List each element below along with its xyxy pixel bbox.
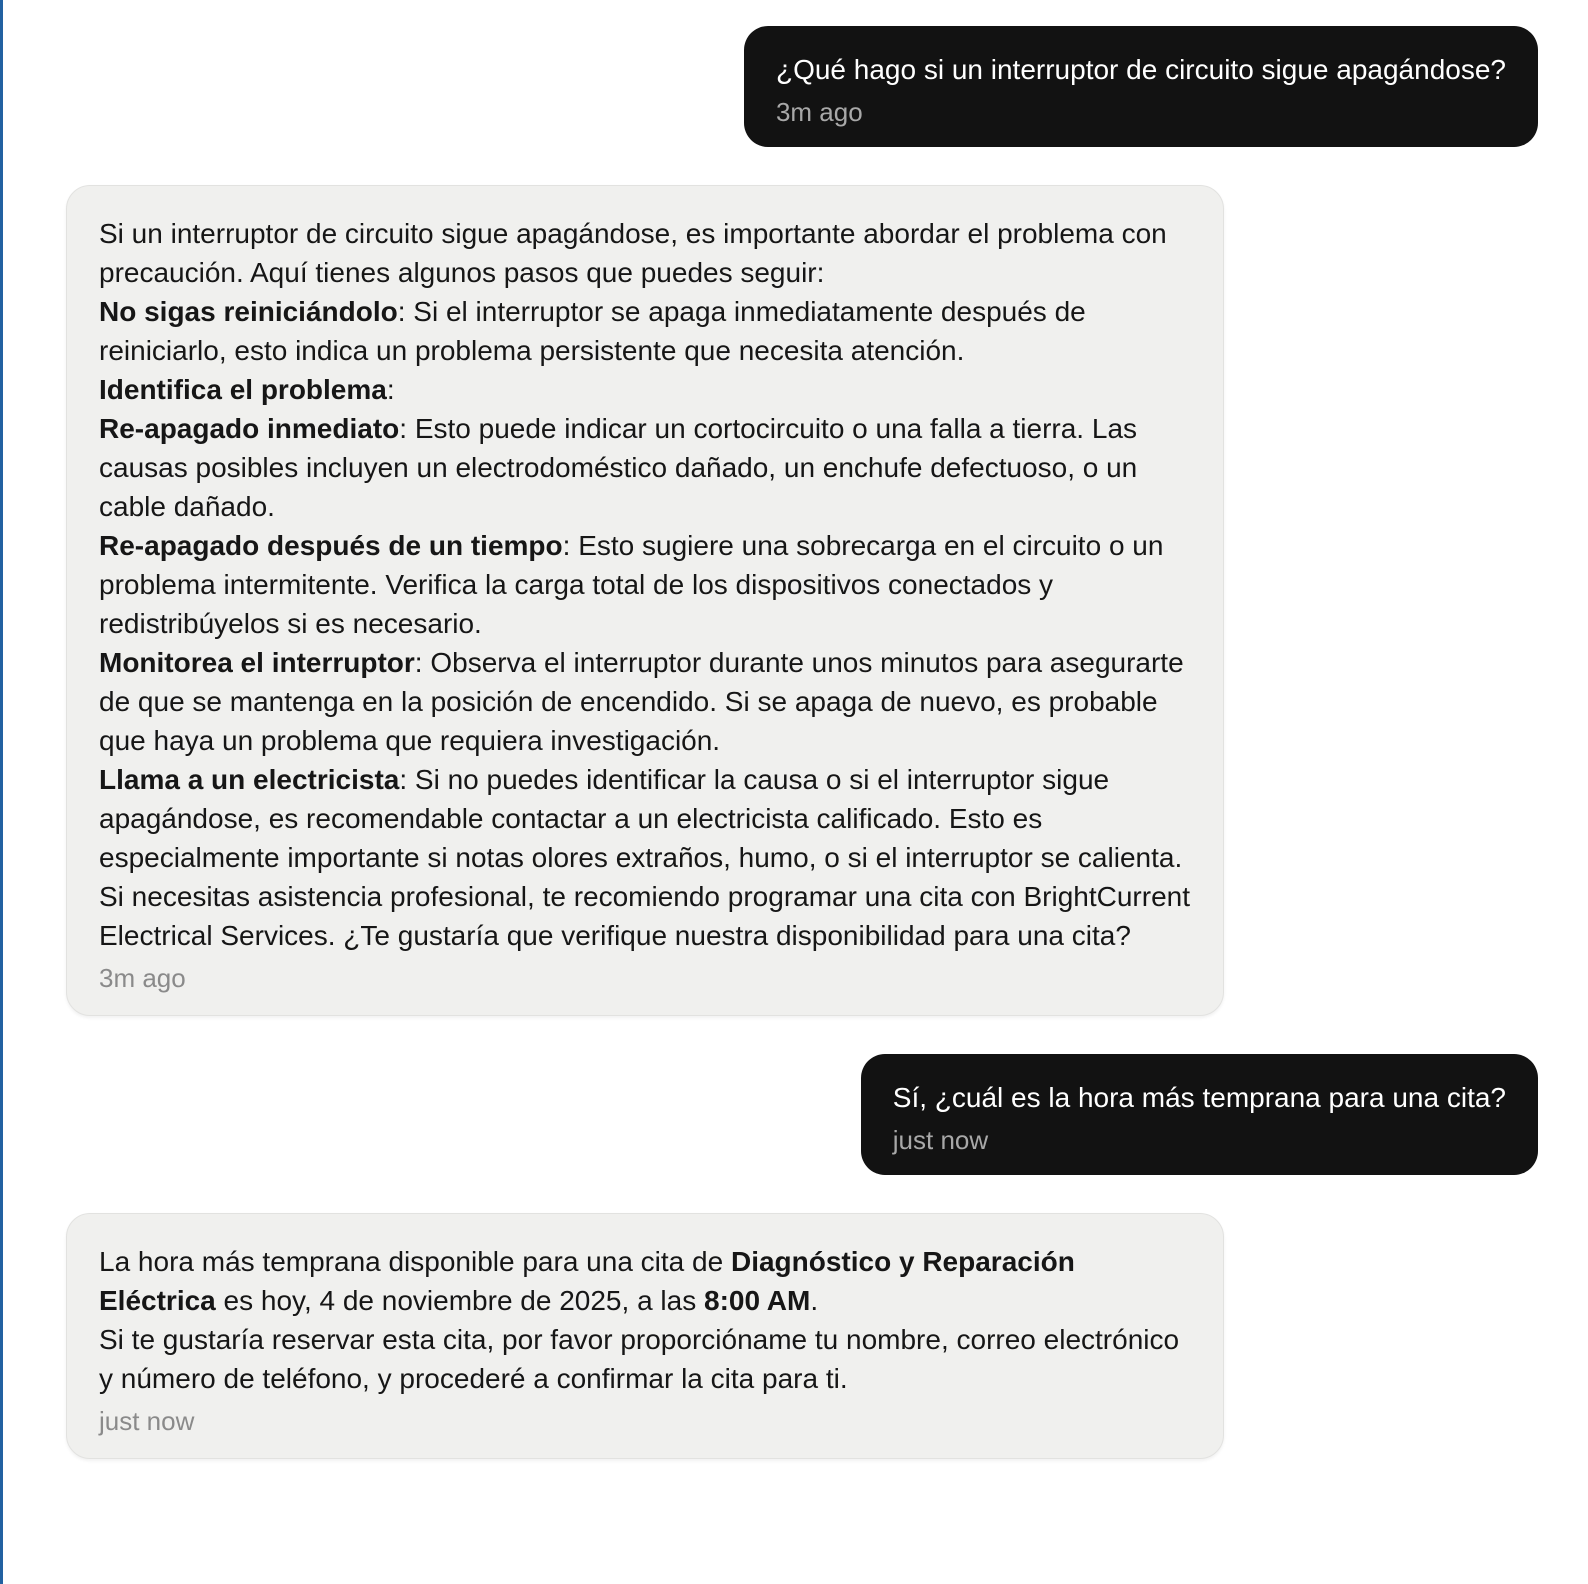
left-edge-accent-line: [0, 0, 3, 1584]
chat-message-user: [66, 1054, 1538, 1175]
message-paragraph: [99, 409, 1191, 526]
message-paragraph: [99, 214, 1191, 292]
message-paragraph: [99, 370, 1191, 409]
message-paragraph: [99, 877, 1191, 955]
message-text: Sí, ¿cuál es la hora más temprana para una cita?: [892, 1082, 1506, 1113]
message-paragraph: [99, 1320, 1191, 1398]
message-paragraph: [99, 1242, 1191, 1320]
message-timestamp: 3m ago: [99, 963, 186, 993]
message-text-bold: Llama a un electricista: [99, 764, 400, 795]
message-text: : Esto puede indicar un cortocircuito o una falla a tierra. Las causas posibles incluyen un electrodoméstico dañado, un enchufe defectuoso, o un cable dañado.: [99, 413, 1138, 522]
chat-message-user: [66, 26, 1538, 147]
message-paragraph: [776, 50, 1506, 89]
chat-message-assistant: [66, 185, 1538, 1016]
message-text-bold: 8:00 AM: [704, 1285, 811, 1316]
message-paragraph: [99, 526, 1191, 643]
message-text: : Si el interruptor se apaga inmediatamente después de reiniciarlo, esto indica un problema persistente que necesita atención.: [99, 296, 1086, 366]
message-text-bold: Diagnóstico y Reparación Eléctrica: [99, 1246, 1075, 1316]
message-bubble: [861, 1054, 1538, 1175]
message-text-bold: Monitorea el interruptor: [99, 647, 415, 678]
message-timestamp: just now: [892, 1125, 989, 1155]
message-text-bold: Re-apagado después de un tiempo: [99, 530, 563, 561]
message-text: es hoy, 4 de noviembre de 2025, a las: [215, 1285, 704, 1316]
message-text: La hora más temprana disponible para una cita de: [99, 1246, 731, 1277]
message-bubble: [66, 185, 1224, 1016]
message-text: .: [810, 1285, 819, 1316]
message-text: Si te gustaría reservar esta cita, por favor proporcióname tu nombre, correo electrónico y número de teléfono, y procederé a confirmar la cita para ti.: [99, 1324, 1180, 1394]
message-text: : Observa el interruptor durante unos minutos para asegurarte de que se mantenga en la posición de encendido. Si se apaga de nuevo, es probable que haya un problema que requiera investigación.: [99, 647, 1184, 756]
message-paragraph: [99, 643, 1191, 760]
chat-message-assistant: [66, 1213, 1538, 1459]
message-bubble: [744, 26, 1538, 147]
message-paragraph: [99, 760, 1191, 877]
message-paragraph: [99, 292, 1191, 370]
message-text: ¿Qué hago si un interruptor de circuito sigue apagándose?: [775, 54, 1506, 85]
message-timestamp: 3m ago: [775, 97, 863, 127]
message-timestamp: just now: [99, 1406, 195, 1436]
message-bubble: [66, 1213, 1224, 1459]
message-text: : Si no puedes identificar la causa o si el interruptor sigue apagándose, es recomendable contactar a un electricista calificado. Esto es especialmente importante si notas olores extraños, humo, o si el interruptor se calienta.: [99, 764, 1183, 873]
message-text-bold: No sigas reiniciándolo: [99, 296, 398, 327]
message-text: : Esto sugiere una sobrecarga en el circuito o un problema intermitente. Verifica la carga total de los dispositivos conectados y redistribúyelos si es necesario.: [99, 530, 1164, 639]
message-text-bold: Identifica el problema: [99, 374, 387, 405]
message-paragraph: [893, 1078, 1506, 1117]
message-text: Si un interruptor de circuito sigue apagándose, es importante abordar el problema con precaución. Aquí tienes algunos pasos que puedes seguir:: [99, 218, 1167, 288]
message-text-bold: Re-apagado inmediato: [99, 413, 400, 444]
message-text: :: [386, 374, 395, 405]
message-text: Si necesitas asistencia profesional, te recomiendo programar una cita con BrightCurrent Electrical Services. ¿Te gustaría que verifique nuestra disponibilidad para una cita?: [99, 881, 1191, 951]
